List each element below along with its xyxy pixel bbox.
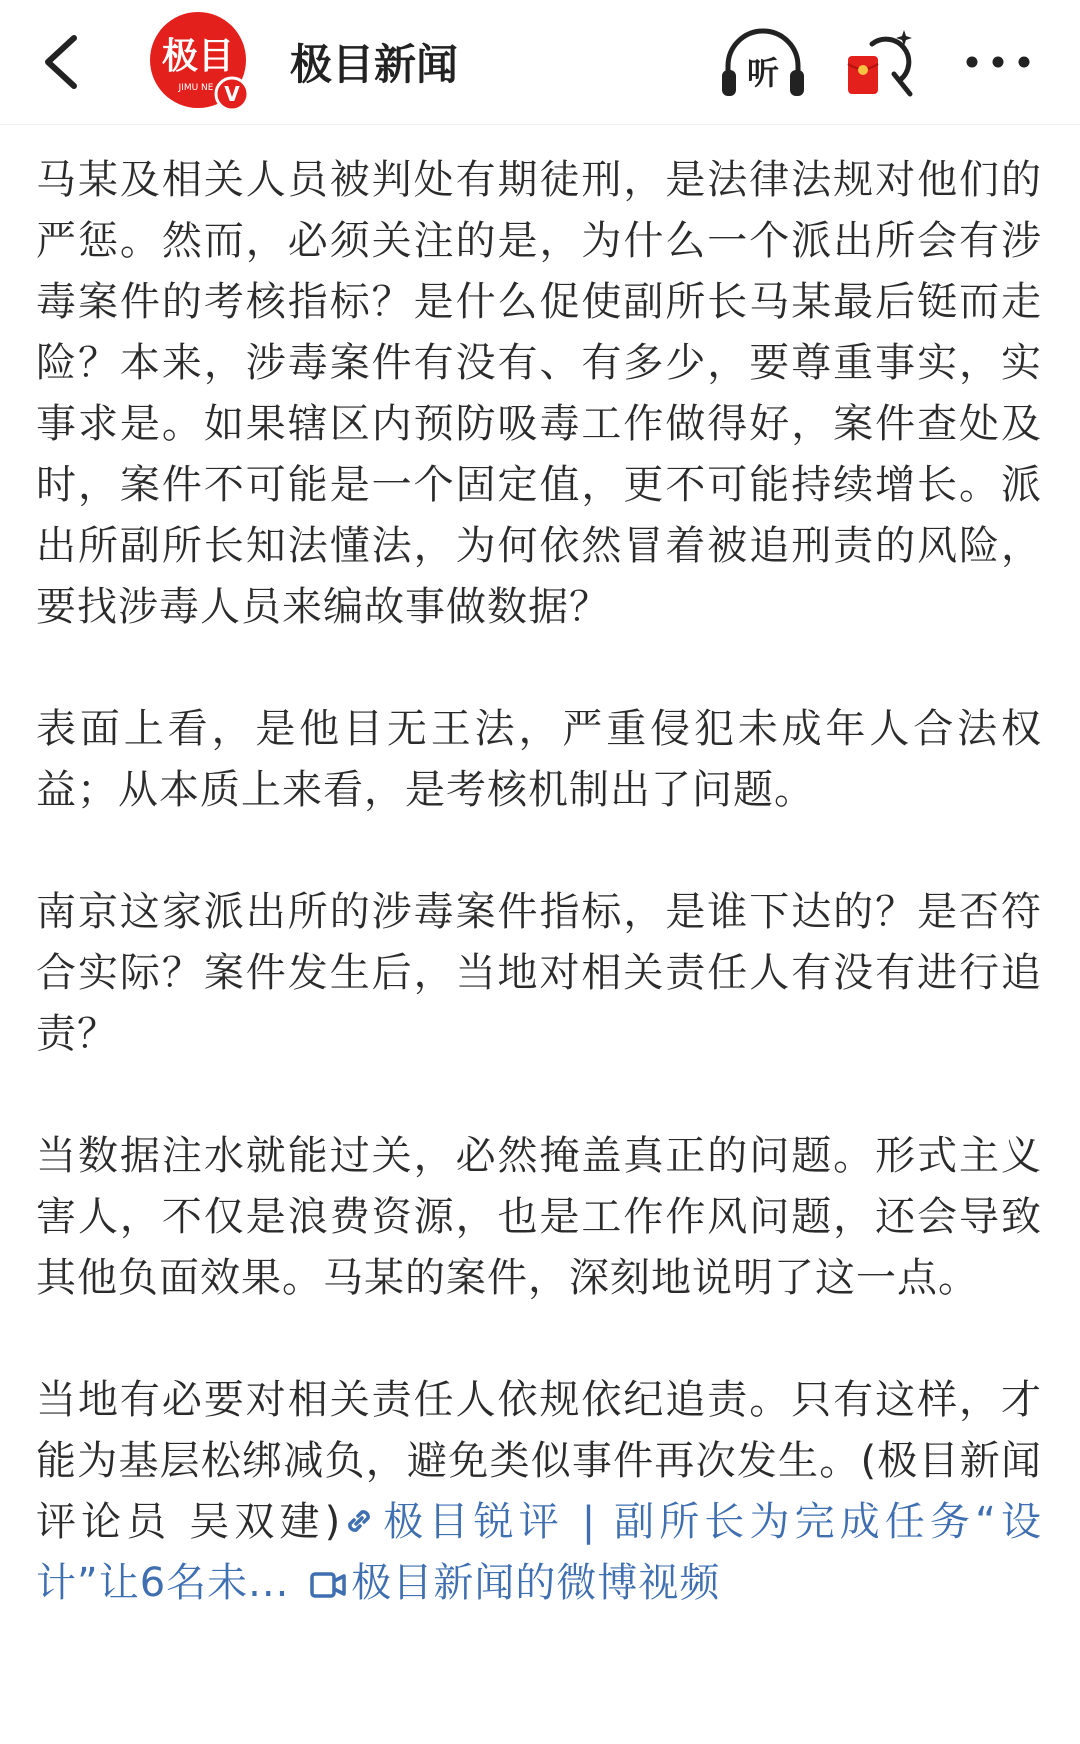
article-paragraph: 当数据注水就能过关，必然掩盖真正的问题。形式主义害人，不仅是浪费资源，也是工作作风问题，还会导致其他负面效果。马某的案件，深刻地说明了这一点。 [36,1133,1042,1301]
back-button[interactable] [36,30,96,94]
article-body [36,150,1042,1614]
logo-subtext: JIMU NE [178,83,214,93]
article-paragraph-text: 当地有必要对相关责任人依规依纪追责。只有这样，才能为基层松绑减负，避免类似事件再次发生。(极目新闻评论员 吴双建) [36,1377,1042,1545]
account-name[interactable]: 极目新闻 [290,40,459,89]
logo-text: 极目 [161,36,235,77]
chevron-left-icon [36,30,96,94]
headphones-icon [718,26,808,100]
top-navigation-bar [0,0,1080,125]
weibo-video-link[interactable] [289,1560,720,1606]
video-icon [309,1568,347,1602]
article-paragraph-last [36,1370,1042,1614]
related-article-link-text: 极目锐评 | 副所长为完成任务“设计”让6名未... [36,1499,1042,1606]
article-paragraph: 表面上看，是他目无王法，严重侵犯未成年人合法权益；从本质上来看，是考核机制出了问题。 [36,706,1042,813]
account-avatar-logo[interactable] [148,8,260,116]
listen-label: 听 [746,54,780,92]
red-packet-share-button[interactable] [842,22,920,102]
verified-icon: V [224,82,240,106]
red-packet-icon [842,22,920,102]
article-paragraph: 南京这家派出所的涉毒案件指标，是谁下达的？是否符合实际？案件发生后，当地对相关责任人有没有进行追责？ [36,889,1042,1057]
more-dots-icon [962,36,1034,88]
listen-button[interactable] [718,26,808,100]
link-icon [341,1503,377,1539]
article-paragraph: 马某及相关人员被判处有期徒刑，是法律法规对他们的严惩。然而，必须关注的是，为什么一个派出所会有涉毒案件的考核指标？是什么促使副所长马某最后铤而走险？本来，涉毒案件有没有、有多少，要尊重事实，实事求是。如果辖区内预防吸毒工作做得好，案件查处及时，案件不可能是一个固定值，更不可能持续增长。派出所副所长知法懂法，为何依然冒着被追刑责的风险，要找涉毒人员来编故事做数据？ [36,157,1042,630]
weibo-video-link-text: 极目新闻的微博视频 [351,1560,721,1606]
more-options-button[interactable] [962,36,1034,88]
